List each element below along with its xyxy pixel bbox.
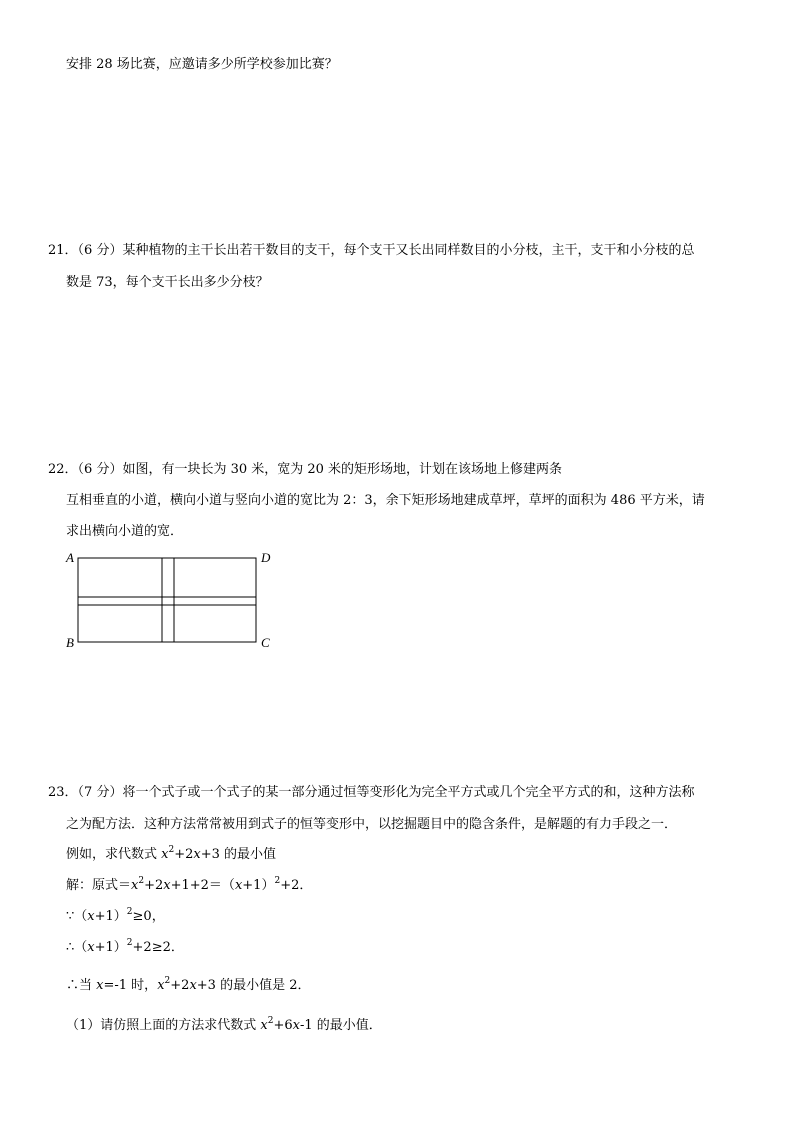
q23-conclusion-line: ∴当 x=-1 时，$x^2+2x+3$ 的最小值是 2． bbox=[66, 976, 311, 993]
q23-line-2: 之为配方法．这种方法常常被用到式子的恒等变形中，以挖掘题目中的隐含条件，是解题的有力手段之一． bbox=[66, 817, 678, 832]
label-a: A bbox=[66, 550, 74, 565]
q21-line-1: 21．（6 分）某种植物的主干长出若干数目的支干，每个支干又长出同样数目的小分枝，主干，支干和小分枝的总 bbox=[48, 243, 695, 258]
q22-line-1: 22．（6 分）如图，有一块长为 30 米，宽为 20 米的矩形场地，计划在该场地上修建两条 bbox=[48, 462, 563, 477]
q22-line-2: 互相垂直的小道，横向小道与竖向小道的宽比为 2：3，余下矩形场地建成草坪，草坪的面积为 486 平方米，请 bbox=[66, 493, 705, 508]
label-b: B bbox=[66, 635, 74, 650]
q23-part-1: （1）请仿照上面的方法求代数式 $x^2+6x-1$ 的最小值． bbox=[66, 1016, 382, 1033]
q22-line-3: 求出横向小道的宽． bbox=[66, 524, 184, 539]
q23-because-line: $\because(x+1)^2\ge 0$， bbox=[66, 907, 165, 924]
q23-solution-line: 解：原式$=x^2+2x+1+2=(x+1)^2+2$． bbox=[66, 876, 313, 893]
q20-continuation: 安排 28 场比赛，应邀请多少所学校参加比赛？ bbox=[66, 57, 338, 72]
q23-line-1: 23．（7 分）将一个式子或一个式子的某一部分通过恒等变形化为完全平方式或几个完全平方式的和，这种方法称 bbox=[48, 785, 695, 800]
label-c: C bbox=[261, 635, 270, 650]
q23-example-line: 例如，求代数式 $x^2+2x+3$ 的最小值 bbox=[66, 845, 277, 862]
label-d: D bbox=[261, 550, 271, 565]
field-rectangle bbox=[78, 558, 256, 642]
q21-line-2: 数是 73，每个支干长出多少分枝？ bbox=[66, 275, 269, 290]
q23-therefore-line: $\therefore(x+1)^2+2\ge 2$． bbox=[66, 938, 184, 955]
rectangle-field-figure bbox=[60, 545, 280, 651]
